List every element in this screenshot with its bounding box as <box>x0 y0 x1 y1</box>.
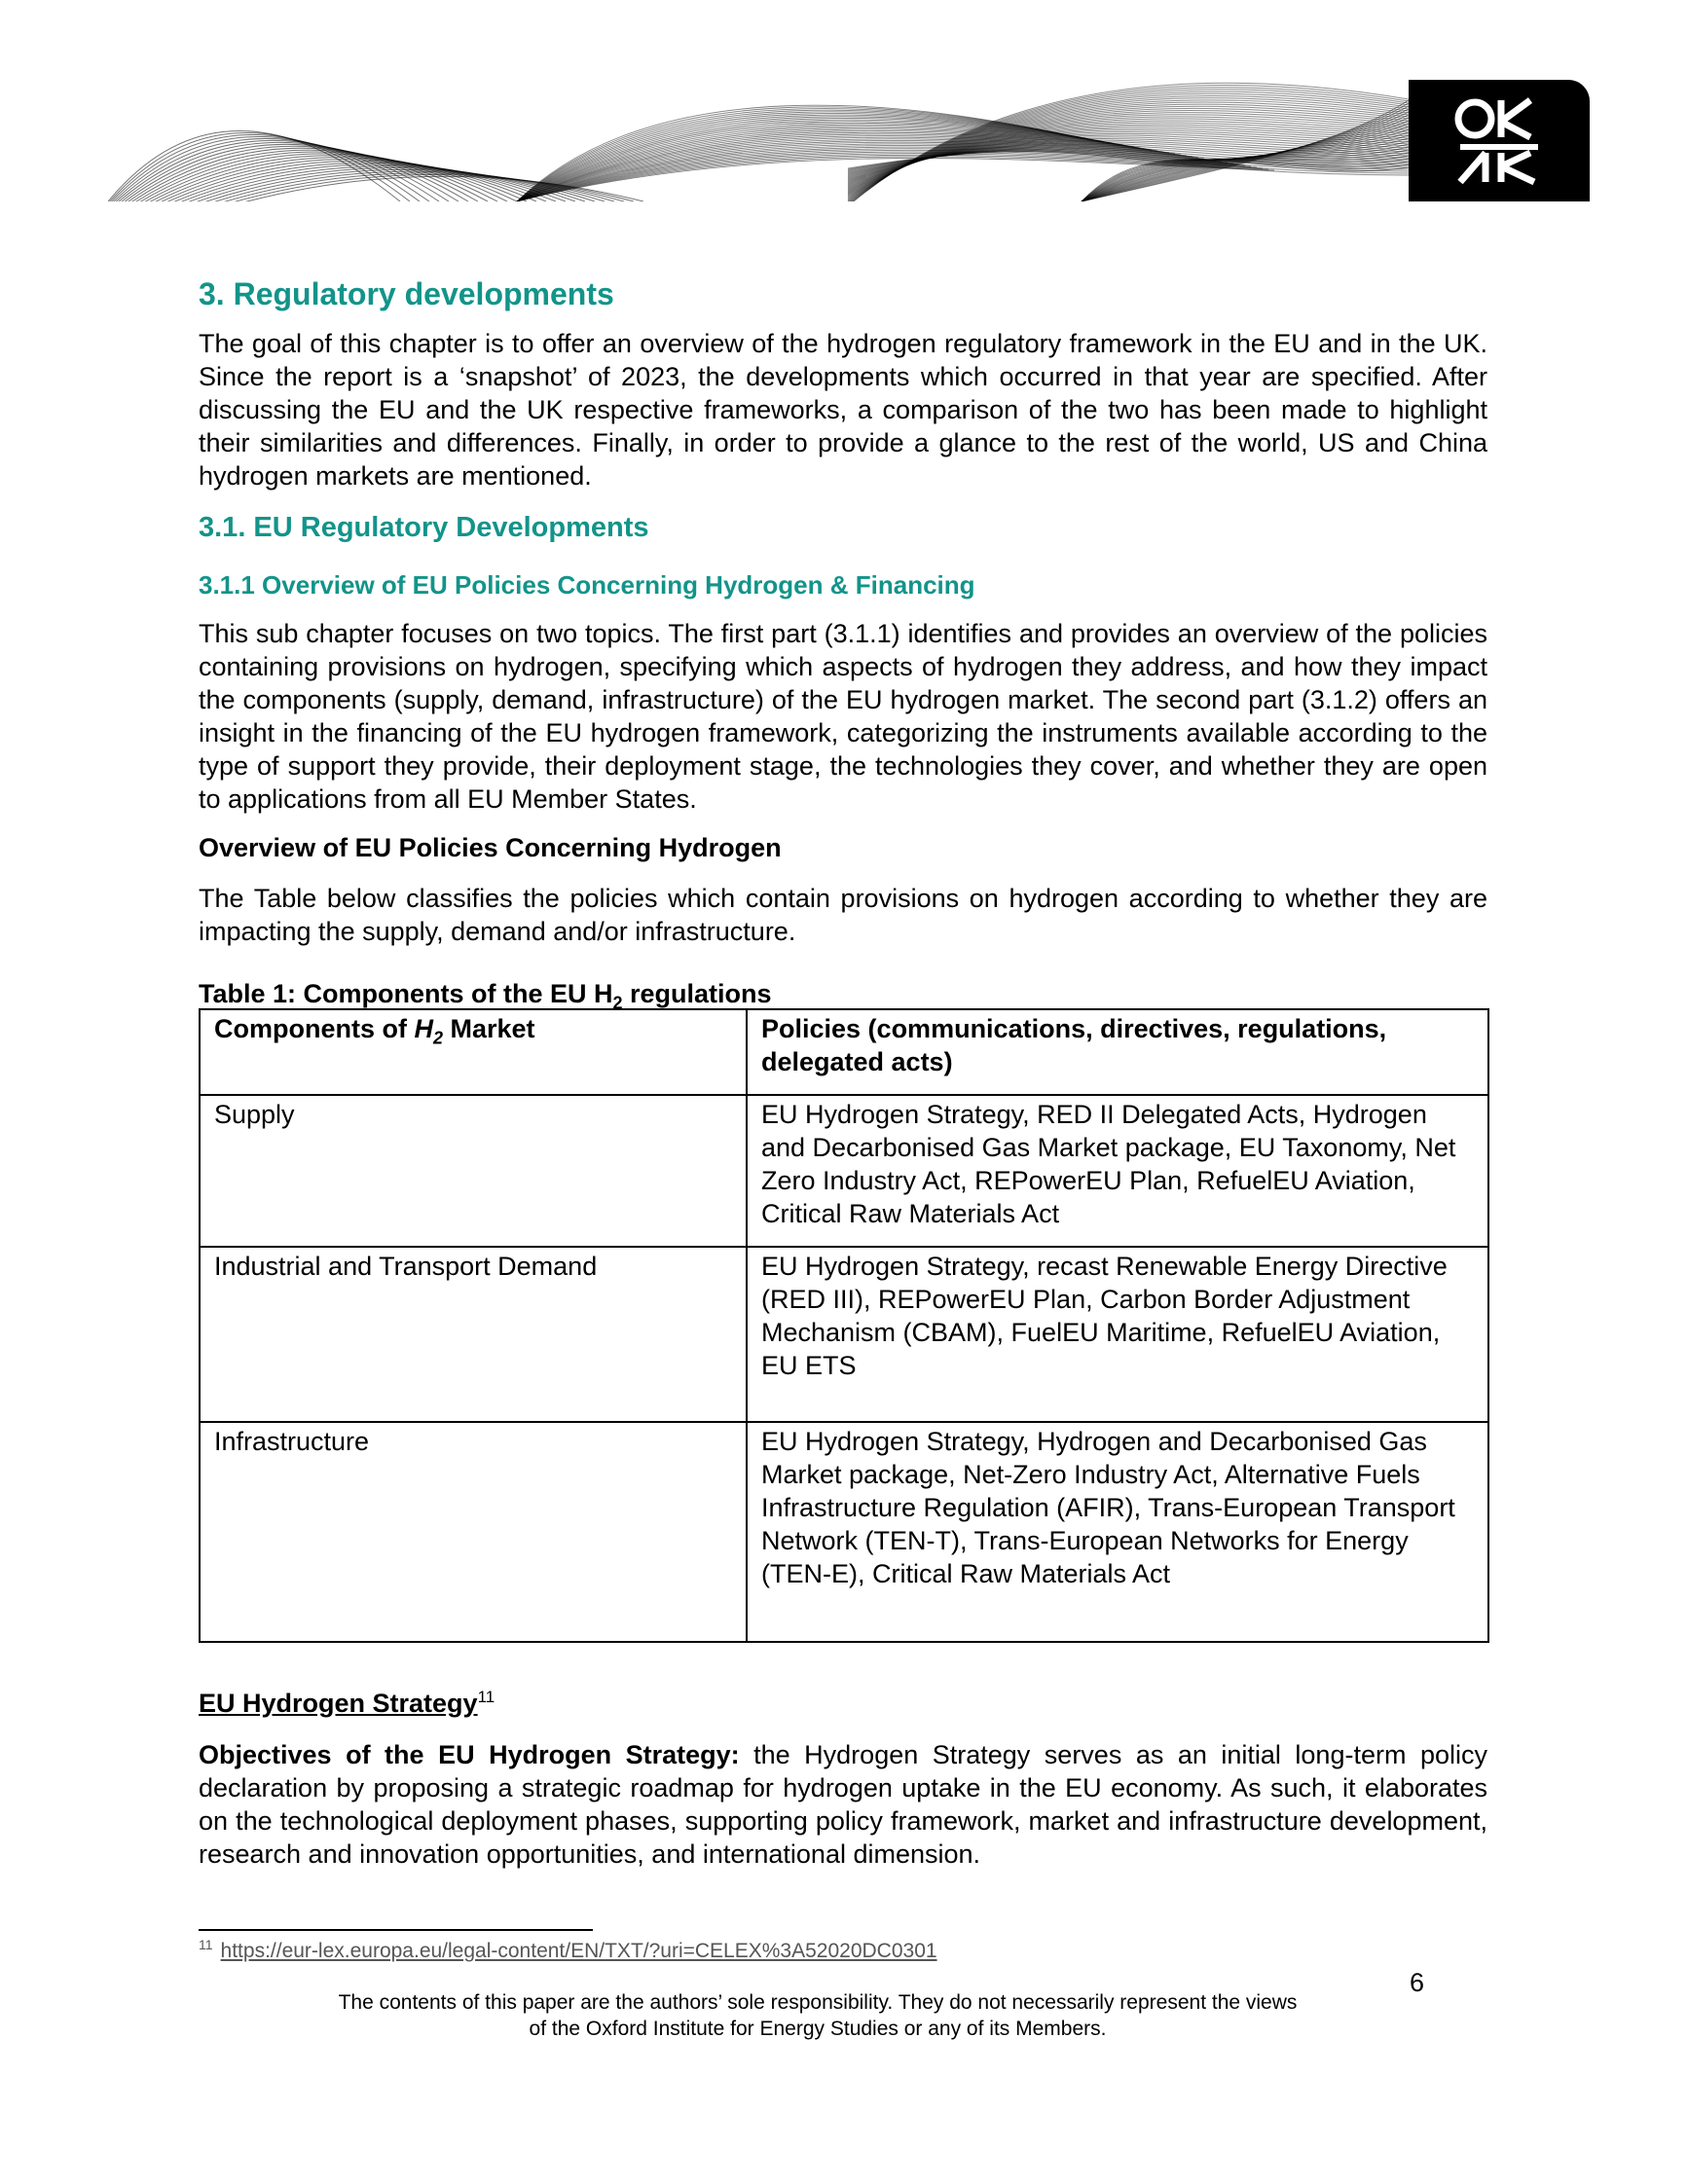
banner-wave-graphic <box>108 80 1409 201</box>
subsection-paragraph: This sub chapter focuses on two topics. The first part (3.1.1) identifies and provides an overview of the policies containing provisions on hydrogen, specifying which aspects of hydrogen they address, and how they impact the components (supply, demand, infrastructure) of the EU hydrogen market. The second part (3.1.2) offers an insight in the financing of the EU hydrogen framework, categorizing the instruments available according to the type of support they provide, their deployment stage, the technologies they cover, and whether they are open to applications from all EU Member States. <box>199 619 1487 814</box>
policies-heading: Overview of EU Policies Concerning Hydrogen <box>199 833 782 862</box>
footnote-divider <box>199 1929 593 1931</box>
components-table <box>199 1008 1489 1643</box>
table-row <box>200 1247 1488 1422</box>
subsection-title: 3.1. EU Regulatory Developments <box>199 512 649 543</box>
oies-logo-icon <box>1450 92 1548 190</box>
table-cell-component: Supply <box>200 1095 747 1247</box>
table-header-components: Components of $H_2$ Market <box>200 1009 747 1095</box>
table-cell-policies: EU Hydrogen Strategy, RED II Delegated Acts, Hydrogen and Decarbonised Gas Market package, EU Taxonomy, Net Zero Industry Act, REPowerEU Plan, RefuelEU Aviation, Critical Raw Materials Act <box>747 1095 1488 1247</box>
table-cell-policies: EU Hydrogen Strategy, recast Renewable Energy Directive (RED III), REPowerEU Plan, Carbon Border Adjustment Mechanism (CBAM), FuelEU Maritime, RefuelEU Aviation, EU ETS <box>747 1247 1488 1422</box>
table-cell-component: Infrastructure <box>200 1422 747 1642</box>
table-row <box>200 1422 1488 1642</box>
footnote-link[interactable]: https://eur-lex.europa.eu/legal-content/EN/TXT/?uri=CELEX%3A52020DC0301 <box>220 1940 937 1962</box>
oies-logo <box>1409 80 1590 201</box>
strategy-heading: EU Hydrogen Strategy$^{11}$ <box>199 1688 495 1718</box>
footnote-ref[interactable]: 11 <box>477 1688 495 1706</box>
table-cell-component: Industrial and Transport Demand <box>200 1247 747 1422</box>
section-intro: The goal of this chapter is to offer an overview of the hydrogen regulatory framework in the EU and in the UK. Since the report is a ‘snapshot’ of 2023, the developments which occurred in that year are specified. After discussing the EU and the UK respective frameworks, a comparison of the two has been made to highlight their similarities and differences. Finally, in order to provide a glance to the rest of the world, US and China hydrogen markets are mentioned. <box>199 329 1487 491</box>
header-banner <box>108 80 1589 201</box>
subsubsection-title: 3.1.1 Overview of EU Policies Concerning Hydrogen & Financing <box>199 570 975 600</box>
footer-disclaimer: The contents of this paper are the authors’ sole responsibility. They do not necessarily represent the views of the Oxford Institute for Energy Studies or any of its Members. <box>338 1991 1298 2040</box>
table-cell-policies: EU Hydrogen Strategy, Hydrogen and Decarbonised Gas Market package, Net-Zero Industry Act, Alternative Fuels Infrastructure Regulation (AFIR), Trans-European Transport Network (TEN-T), Trans-European Networks for Energy (TEN-E), Critical Raw Materials Act <box>747 1422 1488 1642</box>
table-header-policies: Policies (communications, directives, regulations, delegated acts) <box>747 1009 1488 1095</box>
strategy-objectives: Objectives of the EU Hydrogen Strategy: the Hydrogen Strategy serves as an initial long-term policy declaration by proposing a strategic roadmap for hydrogen uptake in the EU economy. As such, it elaborates on the technological deployment phases, supporting policy framework, market and infrastructure development, research and innovation opportunities, and international dimension. <box>199 1740 1487 1869</box>
footnote: $^{11}$ https://eur-lex.europa.eu/legal-content/EN/TXT/?uri=CELEX%3A52020DC0301 <box>199 1937 937 1962</box>
section-title: 3. Regulatory developments <box>199 276 614 311</box>
table-row <box>200 1095 1488 1247</box>
table-caption: Table 1: Components of the EU $H_2$ regulations <box>199 979 772 1013</box>
table-header-row <box>200 1009 1488 1095</box>
page-number: 6 <box>1410 1968 1425 1997</box>
policies-paragraph: The Table below classifies the policies which contain provisions on hydrogen according to whether they are impacting the supply, demand and/or infrastructure. <box>199 884 1487 946</box>
